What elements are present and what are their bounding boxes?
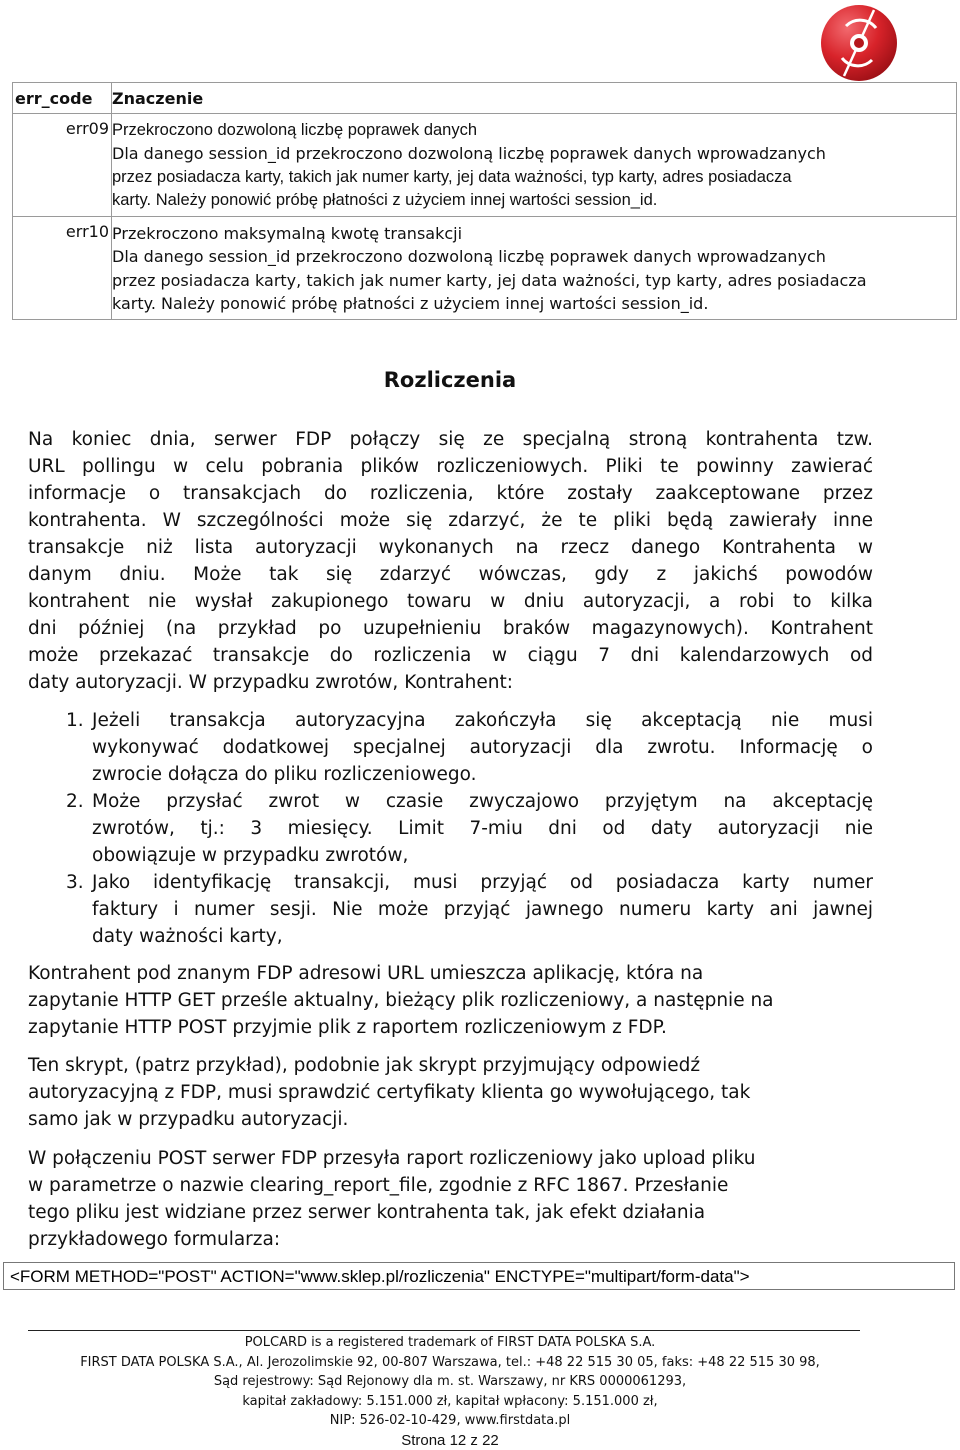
- list-item: [66, 707, 873, 788]
- footer-divider: [28, 1330, 860, 1331]
- paragraph-line: URL pollingu w celu pobrania plików rozliczeniowych. Pliki te powinny zawierać: [28, 453, 873, 480]
- paragraph-line: kontrahent nie wysłał zakupionego towaru w dniu autoryzacji, a robi to kilka: [28, 588, 873, 615]
- intro-paragraph: [28, 426, 873, 696]
- paragraph-line: kontrahenta. W szczególności może się zdarzyć, że te pliki będą zawierały inne: [28, 507, 873, 534]
- footer-capital: kapitał zakładowy: 5.151.000 zł, kapitał wpłacony: 5.151.000 zł,: [0, 1392, 900, 1412]
- list-item-line: Może przysłać zwrot w czasie zwyczajowo przyjętym na akceptację: [92, 788, 873, 815]
- list-item-line: Jako identyfikację transakcji, musi przyjąć od posiadacza karty numer: [92, 869, 873, 896]
- paragraph-line: transakcje niż lista autoryzacji wykonanych na rzecz danego Kontrahenta w: [28, 534, 873, 561]
- list-item-line: Jeżeli transakcja autoryzacyjna zakończyła się akceptacją nie musi: [92, 707, 873, 734]
- error-code-cell: err09: [13, 114, 112, 217]
- paragraph-line: informacje o transakcjach do rozliczenia, które zostały zaakceptowane przez: [28, 480, 873, 507]
- refund-rules-list: [66, 707, 873, 950]
- list-item-line: faktury i numer sesji. Nie może przyjąć jawnego numeru karty ani jawnej: [92, 896, 873, 923]
- list-item-line: obowiązuje w przypadku zwrotów,: [92, 842, 873, 869]
- error-detail-line: karty. Należy ponowić próbę płatności z użyciem innej wartości session_id.: [112, 292, 948, 315]
- error-detail-line: przez posiadacza karty, takich jak numer karty, jej data ważności, typ karty, adres posiadacza: [112, 166, 948, 189]
- paragraph-line: Kontrahent pod znanym FDP adresowi URL umieszcza aplikację, która na: [28, 960, 873, 987]
- list-item-line: daty ważności karty,: [92, 923, 873, 950]
- post-upload-paragraph: [28, 1145, 873, 1253]
- column-header-meaning: Znaczenie: [112, 83, 957, 114]
- paragraph-line: danym dniu. Może tak się zdarzyć wówczas, gdy z jakichś powodów: [28, 561, 873, 588]
- error-description-cell: [112, 114, 957, 217]
- page-footer: [0, 1333, 900, 1450]
- paragraph-line: samo jak w przypadku autoryzacji.: [28, 1106, 873, 1133]
- form-code-sample: <FORM METHOD="POST" ACTION="www.sklep.pl/rozliczenia" ENCTYPE="multipart/form-data">: [3, 1262, 955, 1290]
- script-paragraph: [28, 1052, 873, 1133]
- error-detail-line: przez posiadacza karty, takich jak numer karty, jej data ważności, typ karty, adres posiadacza: [112, 269, 948, 292]
- paragraph-line: W połączeniu POST serwer FDP przesyła raport rozliczeniowy jako upload pliku: [28, 1145, 873, 1172]
- list-item-line: zwrotów, tj.: 3 miesięcy. Limit 7-miu dni od daty autoryzacji nie: [92, 815, 873, 842]
- company-logo-icon: [818, 2, 900, 84]
- list-item-number: 1.: [66, 707, 84, 734]
- error-codes-table: [12, 82, 957, 320]
- footer-address: FIRST DATA POLSKA S.A., Al. Jerozolimskie 92, 00-807 Warszawa, tel.: +48 22 515 30 05, faks: +48 22 515 30 98,: [0, 1353, 900, 1373]
- list-item-number: 2.: [66, 788, 84, 815]
- list-item-line: wykonywać dodatkowej specjalnej autoryzacji dla zwrotu. Informację o: [92, 734, 873, 761]
- page-number: Strona 12 z 22: [0, 1431, 900, 1450]
- paragraph-line: Na koniec dnia, serwer FDP połączy się ze specjalną stroną kontrahenta tzw.: [28, 426, 873, 453]
- list-item-number: 3.: [66, 869, 84, 896]
- paragraph-line: dni później (na przykład po uzupełnieniu braków magazynowych). Kontrahent: [28, 615, 873, 642]
- paragraph-line: w parametrze o nazwie clearing_report_file, zgodnie z RFC 1867. Przesłanie: [28, 1172, 873, 1199]
- footer-registry: Sąd rejestrowy: Sąd Rejonowy dla m. st. Warszawy, nr KRS 0000061293,: [0, 1372, 900, 1392]
- footer-tax-and-website: NIP: 526-02-10-429, www.firstdata.pl: [0, 1411, 900, 1431]
- paragraph-line: zapytanie HTTP GET prześle aktualny, bieżący plik rozliczeniowy, a następnie na: [28, 987, 873, 1014]
- paragraph-line: może przekazać transakcje do rozliczenia w ciągu 7 dni kalendarzowych od: [28, 642, 873, 669]
- column-header-err-code: err_code: [13, 83, 112, 114]
- list-item: [66, 788, 873, 869]
- paragraph-line: daty autoryzacji. W przypadku zwrotów, Kontrahent:: [28, 669, 873, 696]
- paragraph-line: Ten skrypt, (patrz przykład), podobnie jak skrypt przyjmujący odpowiedź: [28, 1052, 873, 1079]
- paragraph-line: autoryzacyjną z FDP, musi sprawdzić certyfikaty klienta go wywołującego, tak: [28, 1079, 873, 1106]
- footer-trademark: POLCARD is a registered trademark of FIRST DATA POLSKA S.A.: [0, 1333, 900, 1353]
- error-detail-line: Dla danego session_id przekroczono dozwoloną liczbę poprawek danych wprowadzanych: [112, 142, 948, 165]
- paragraph-line: przykładowego formularza:: [28, 1226, 873, 1253]
- error-description-cell: [112, 217, 957, 320]
- error-code-cell: err10: [13, 217, 112, 320]
- list-item-line: zwrocie dołącza do pliku rozliczeniowego.: [92, 761, 873, 788]
- table-row: [13, 114, 957, 217]
- error-detail-line: karty. Należy ponowić próbę płatności z użyciem innej wartości session_id.: [112, 189, 948, 212]
- paragraph-line: zapytanie HTTP POST przyjmie plik z raportem rozliczeniowym z FDP.: [28, 1014, 873, 1041]
- section-title: Rozliczenia: [0, 368, 900, 392]
- error-detail-line: Dla danego session_id przekroczono dozwoloną liczbę poprawek danych wprowadzanych: [112, 245, 948, 268]
- table-header-row: [13, 83, 957, 114]
- error-summary: Przekroczono dozwoloną liczbę poprawek danych: [112, 119, 948, 142]
- error-summary: Przekroczono maksymalną kwotę transakcji: [112, 222, 948, 245]
- paragraph-line: tego pliku jest widziane przez serwer kontrahenta tak, jak efekt działania: [28, 1199, 873, 1226]
- url-application-paragraph: [28, 960, 873, 1041]
- table-row: [13, 217, 957, 320]
- list-item: [66, 869, 873, 950]
